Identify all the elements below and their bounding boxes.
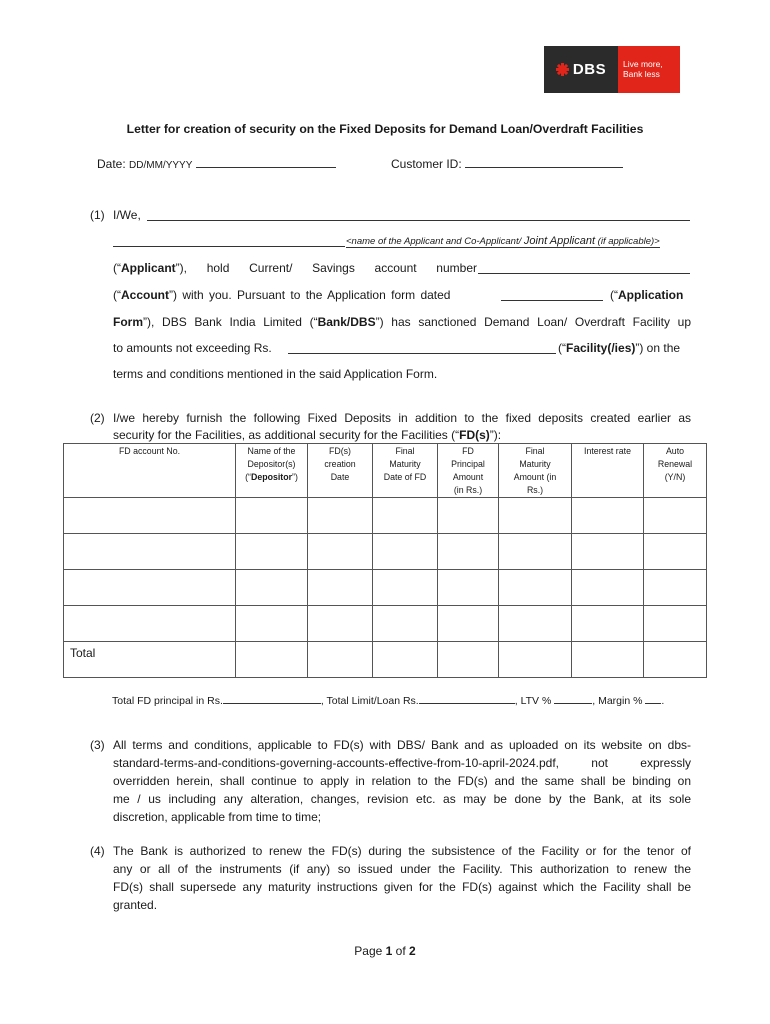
col-creation-date: FD(s) creation Date xyxy=(308,444,373,498)
customer-id-line: Customer ID: xyxy=(391,157,623,171)
document-title: Letter for creation of security on the Fixed Deposits for Demand Loan/Overdraft Facilities xyxy=(126,122,644,136)
margin-blank[interactable] xyxy=(645,693,661,704)
clause-1-line-3: (“Applicant”), hold Current/ Savings account number xyxy=(113,261,477,275)
clause-3-number: (3) xyxy=(90,738,105,752)
col-maturity-amount: Final Maturity Amount (in Rs.) xyxy=(499,444,572,498)
page-number: Page 1 of 2 xyxy=(354,944,416,958)
col-depositor-name: Name of the Depositor(s) (“Depositor”) xyxy=(236,444,308,498)
clause-1-line-4a: (“Account”) with you. Pursuant to the Application form dated xyxy=(113,288,451,302)
clause-3-line-2: standard-terms-and-conditions-governing-accounts-effective-from-10-april-2024.pdf, not expressly xyxy=(113,756,691,770)
customer-id-blank[interactable] xyxy=(465,157,623,168)
col-principal-amount: FD Principal Amount (in Rs.) xyxy=(438,444,499,498)
ltv-blank[interactable] xyxy=(554,693,592,704)
col-interest-rate: Interest rate xyxy=(572,444,644,498)
total-limit-blank[interactable] xyxy=(419,693,515,704)
col-maturity-date: Final Maturity Date of FD xyxy=(373,444,438,498)
logo-tagline: Live more, Bank less xyxy=(618,46,680,93)
clause-1-line-7: terms and conditions mentioned in the said Application Form. xyxy=(113,367,438,381)
clause-1-number: (1) xyxy=(90,208,105,222)
total-principal-blank[interactable] xyxy=(223,693,321,704)
clause-1-line-6b: (“Facility(/ies)”) on the xyxy=(558,341,681,355)
applicant-name-blank-2[interactable] xyxy=(113,246,345,247)
clause-4-number: (4) xyxy=(90,844,105,858)
account-number-blank[interactable] xyxy=(478,273,690,274)
clause-4-line-4: granted. xyxy=(113,898,158,912)
clause-1-line-5: Form”), DBS Bank India Limited (“Bank/DBS”) has sanctioned Demand Loan/ Overdraft Facility up xyxy=(113,315,691,329)
clause-1-line-6a: to amounts not exceeding Rs. xyxy=(113,341,272,355)
clause-2-line-2: security for the Facilities, as additional security for the Facilities (“FD(s)”): xyxy=(113,428,502,442)
fd-table-header-row xyxy=(64,444,707,498)
clause-1-iwe: I/We, xyxy=(113,208,141,222)
date-blank[interactable] xyxy=(196,157,336,168)
clause-2-number: (2) xyxy=(90,411,105,425)
col-auto-renewal: Auto Renewal (Y/N) xyxy=(644,444,707,498)
applicant-name-hint: <name of the Applicant and Co-Applicant/ Joint Applicant (if applicable)> xyxy=(346,235,660,247)
applicant-name-blank[interactable] xyxy=(147,220,690,221)
table-total-row xyxy=(64,642,707,678)
clause-3-line-5: discretion, applicable from time to time; xyxy=(113,810,322,824)
loan-amount-blank[interactable] xyxy=(288,353,556,354)
total-label: Total xyxy=(64,642,236,678)
table-row xyxy=(64,534,707,570)
table-row xyxy=(64,606,707,642)
table-row xyxy=(64,570,707,606)
clause-3-line-1: All terms and conditions, applicable to FD(s) with DBS/ Bank and as uploaded on its website on dbs- xyxy=(113,738,691,752)
clause-4-line-1: The Bank is authorized to renew the FD(s) during the subsistence of the Facility or for the tenor of xyxy=(113,844,691,858)
totals-summary-line: Total FD principal in Rs. , Total Limit/Loan Rs. , LTV % , Margin % . xyxy=(112,695,665,707)
application-date-blank[interactable] xyxy=(501,300,603,301)
logo-brand: DBS xyxy=(572,61,607,78)
col-fd-account-no: FD account No. xyxy=(64,444,236,498)
dbs-star-icon xyxy=(556,63,569,76)
clause-2-line-1: I/we hereby furnish the following Fixed Deposits in addition to the fixed deposits created earlier as xyxy=(113,411,691,425)
dbs-logo xyxy=(544,46,680,93)
clause-4-line-2: any or all of the instruments (if any) so issued under the Facility. This authorization to renew the xyxy=(113,862,691,876)
clause-4-line-3: FD(s) shall supersede any maturity instructions given for the FD(s) against which the Facility shall be xyxy=(113,880,691,894)
clause-3-line-4: me / us including any alteration, changes, revision etc. as may be done by the Bank, at its sole xyxy=(113,792,691,806)
table-row xyxy=(64,498,707,534)
clause-1-line-4b: (“Application xyxy=(610,288,684,302)
fd-table xyxy=(63,443,707,678)
clause-3-line-3: overridden herein, shall continue to apply in relation to the FD(s) and the same shall be binding on xyxy=(113,774,691,788)
date-line: Date: DD/MM/YYYY xyxy=(97,157,336,171)
